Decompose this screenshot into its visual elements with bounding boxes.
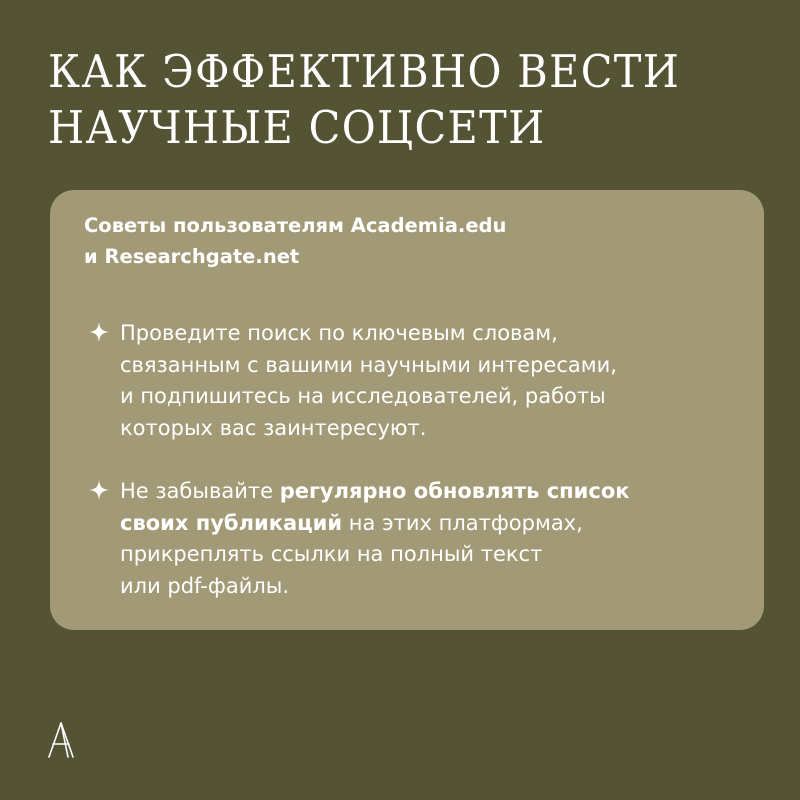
tip-2-line-1-bold: регулярно обновлять список [279, 479, 630, 503]
title-line-2: НАУЧНЫЕ СОЦСЕТИ [48, 101, 546, 154]
brand-logo-icon [46, 720, 76, 760]
card-heading-line-2: и Researchgate.net [84, 245, 300, 268]
tip-2-line-2 [120, 508, 734, 540]
tip-1-line-1: Проведите поиск по ключевым словам, [120, 321, 558, 345]
tip-2-line-4: или pdf-файлы. [120, 573, 290, 598]
tip-2-line-1-plain: Не забывайте [120, 479, 280, 503]
star-icon [88, 479, 110, 501]
tip-1-line-2: связанным с вашими научными интересами, [120, 352, 617, 377]
card-heading-line-1: Советы пользователям Academia.edu [84, 214, 507, 237]
tip-1-line-4: которых вас заинтересуют. [120, 415, 427, 440]
title-line-1: КАК ЭФФЕКТИВНО ВЕСТИ [48, 45, 681, 98]
tips-card [50, 190, 764, 630]
page-title [48, 44, 710, 156]
list-item [84, 476, 734, 602]
card-heading [84, 210, 734, 272]
tip-2-line-2-bold: своих публикаций [120, 510, 343, 535]
tip-2-line-1 [120, 476, 734, 508]
list-item [84, 318, 734, 444]
tip-2-line-2-plain: на этих платформах, [342, 510, 583, 535]
tips-list [84, 318, 734, 602]
tip-2-line-3: прикреплять ссылки на полный текст [120, 542, 543, 566]
tip-1-line-3: и подпишитесь на исследователей, работы [120, 384, 606, 408]
star-icon [88, 321, 110, 343]
